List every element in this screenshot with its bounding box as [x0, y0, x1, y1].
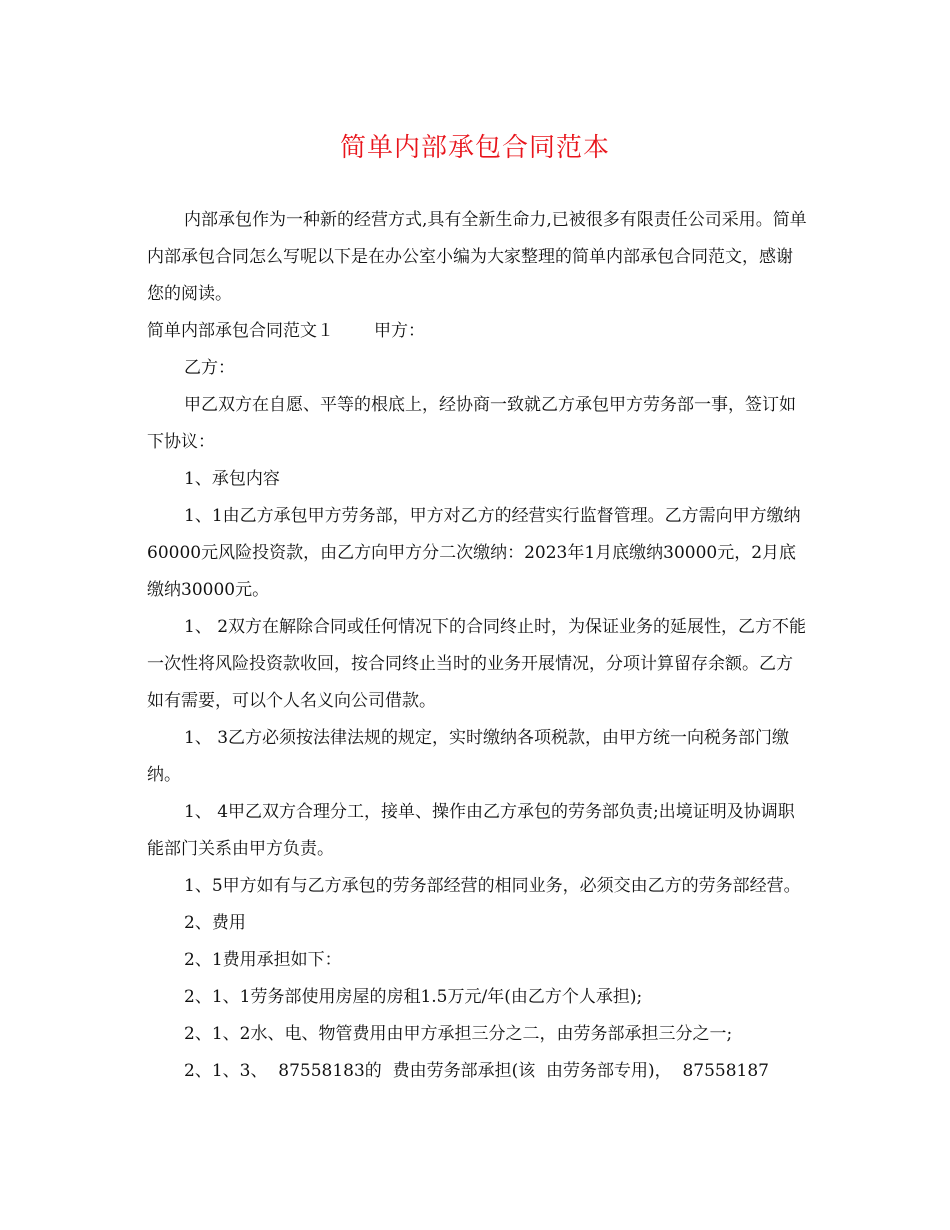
party-b-label: 乙方： — [184, 358, 235, 378]
section-2-heading: 2、费用 — [184, 913, 246, 933]
clause-2-1: 2、1费用承担如下： — [184, 950, 342, 970]
agreement-preamble: 甲乙双方在自愿、平等的根底上，经协商一致就乙方承包甲方劳务部一事，签订如下协议： — [147, 395, 796, 452]
clause-1-1: 1、1由乙方承包甲方劳务部，甲方对乙方的经营实行监督管理。乙方需向甲方缴纳60000元风险投资款，由乙方向甲方分二次缴纳：2023年1月底缴纳30000元，2月底缴纳30000元。 — [147, 506, 801, 600]
clause-2-1-2: 2、1、2水、电、物管费用由甲方承担三分之二，由劳务部承担三分之一; — [184, 1024, 733, 1044]
clause-1-2: 1、 2双方在解除合同或任何情况下的合同终止时，为保证业务的延展性，乙方不能一次性将风险投资款收回，按合同终止当时的业务开展情况，分项计算留存余额。乙方如有需要，可以个人名义向公司借款。 — [147, 617, 807, 711]
clause-2-1-3: 2、1、3、 87558183的 费由劳务部承担(该 由劳务部专用)， 87558187 — [184, 1061, 769, 1081]
clause-1-4: 1、 4甲乙双方合理分工，接单、操作由乙方承包的劳务部负责;出境证明及协调职能部门关系由甲方负责。 — [147, 802, 795, 859]
sample-heading-line — [147, 313, 807, 350]
party-a-label: 甲方： — [374, 321, 425, 341]
clause-1-3: 1、 3乙方必须按法律法规的规定，实时缴纳各项税款，由甲方统一向税务部门缴纳。 — [147, 728, 790, 785]
clause-2-1-1: 2、1、1劳务部使用房屋的房租1.5万元/年(由乙方个人承担); — [184, 987, 643, 1007]
clause-1-5: 1、5甲方如有与乙方承包的劳务部经营的相同业务，必须交由乙方的劳务部经营。 — [184, 876, 801, 896]
intro-paragraph: 内部承包作为一种新的经营方式,具有全新生命力,已被很多有限责任公司采用。简单内部承包合同怎么写呢以下是在办公室小编为大家整理的简单内部承包合同范文，感谢您的阅读。 — [147, 210, 807, 304]
document-body — [147, 202, 807, 1090]
document-title: 简单内部承包合同范本 — [339, 133, 610, 163]
section-1-heading: 1、承包内容 — [184, 469, 280, 489]
sample-heading: 简单内部承包合同范文１ — [147, 321, 334, 341]
